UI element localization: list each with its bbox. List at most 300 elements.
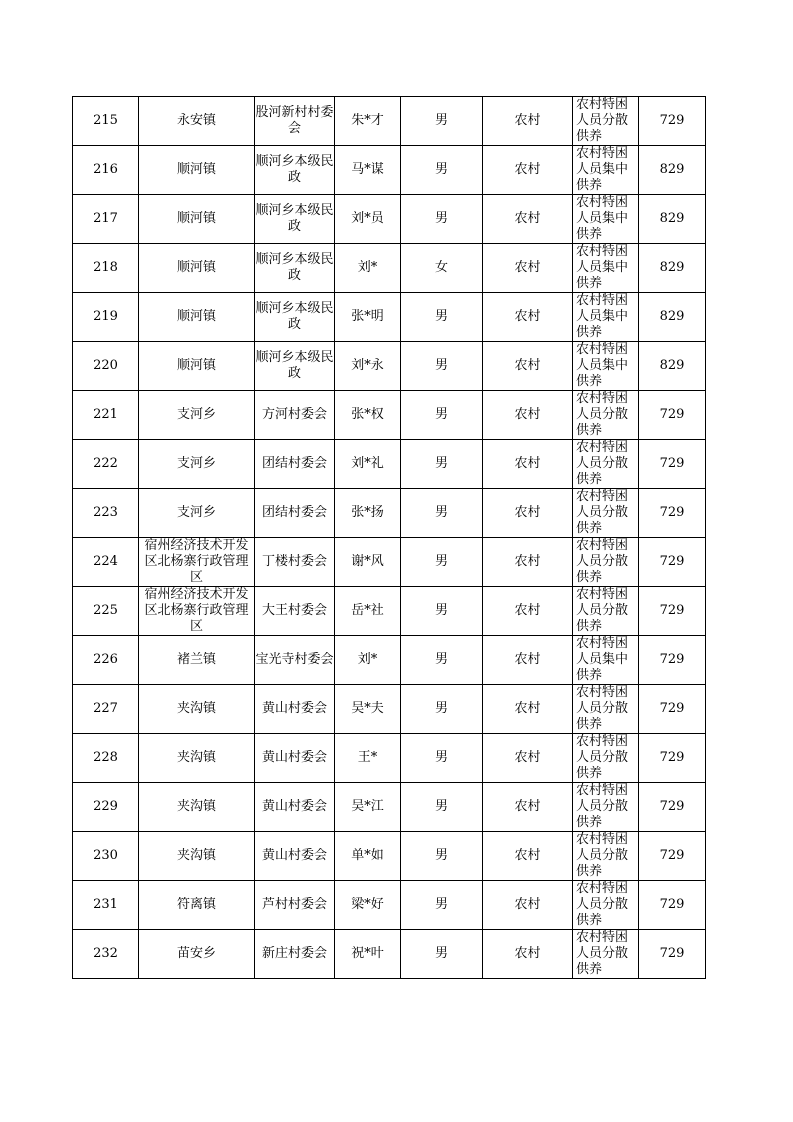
serial-number-cell-text: 220 xyxy=(93,358,118,373)
serial-number-cell-text: 226 xyxy=(93,652,118,667)
village-committee-cell-text: 宝光寺村委会 xyxy=(255,652,334,667)
village-committee-cell xyxy=(255,244,335,293)
amount-cell-text: 729 xyxy=(659,113,685,128)
town-cell xyxy=(139,881,255,930)
area-cell xyxy=(483,440,573,489)
amount-cell-text: 829 xyxy=(659,260,685,275)
village-committee-cell-text: 顺河乡本级民政 xyxy=(255,203,334,234)
gender-cell-text: 男 xyxy=(434,505,448,520)
gender-cell-text: 男 xyxy=(434,701,448,716)
support-type-cell xyxy=(573,244,639,293)
person-name-cell-text: 刘*员 xyxy=(351,211,384,226)
village-committee-cell xyxy=(255,342,335,391)
village-committee-cell-text: 黄山村委会 xyxy=(261,799,327,814)
gender-cell xyxy=(401,391,483,440)
gender-cell-text: 男 xyxy=(434,946,448,961)
village-committee-cell xyxy=(255,293,335,342)
support-type-cell-text: 农村特困人员集中供养 xyxy=(576,244,629,291)
amount-cell-text: 829 xyxy=(659,211,685,226)
person-name-cell-text: 张*明 xyxy=(351,309,384,324)
amount-cell-text: 729 xyxy=(659,407,685,422)
serial-number-cell-text: 223 xyxy=(93,505,118,520)
support-type-cell-text: 农村特困人员分散供养 xyxy=(576,391,629,438)
support-type-cell xyxy=(573,930,639,979)
gender-cell-text: 男 xyxy=(434,799,448,814)
support-type-cell-text: 农村特困人员集中供养 xyxy=(576,293,629,340)
person-name-cell-text: 张*扬 xyxy=(351,505,384,520)
gender-cell xyxy=(401,342,483,391)
town-cell xyxy=(139,391,255,440)
area-cell xyxy=(483,244,573,293)
person-name-cell xyxy=(335,342,401,391)
gender-cell-text: 男 xyxy=(434,162,448,177)
amount-cell-text: 729 xyxy=(659,897,685,912)
village-committee-cell-text: 黄山村委会 xyxy=(261,701,327,716)
village-committee-cell-text: 黄山村委会 xyxy=(261,750,327,765)
table-row xyxy=(73,881,706,930)
support-type-cell xyxy=(573,783,639,832)
support-type-cell xyxy=(573,342,639,391)
amount-cell xyxy=(639,538,706,587)
amount-cell xyxy=(639,930,706,979)
roster-body xyxy=(73,97,706,979)
village-committee-cell-text: 方河村委会 xyxy=(261,407,327,422)
support-type-cell-text: 农村特困人员分散供养 xyxy=(576,685,629,732)
amount-cell xyxy=(639,734,706,783)
town-cell-text: 苗安乡 xyxy=(176,946,216,961)
support-type-cell xyxy=(573,832,639,881)
amount-cell xyxy=(639,391,706,440)
area-cell xyxy=(483,97,573,146)
gender-cell-text: 男 xyxy=(434,211,448,226)
town-cell-text: 宿州经济技术开发区北杨寨行政管理区 xyxy=(144,587,249,634)
support-type-cell-text: 农村特困人员集中供养 xyxy=(576,195,629,242)
area-cell xyxy=(483,832,573,881)
person-name-cell xyxy=(335,636,401,685)
amount-cell xyxy=(639,832,706,881)
support-type-cell xyxy=(573,734,639,783)
amount-cell xyxy=(639,293,706,342)
person-name-cell xyxy=(335,489,401,538)
roster-table xyxy=(72,96,706,979)
support-type-cell-text: 农村特困人员集中供养 xyxy=(576,146,629,193)
support-type-cell-text: 农村特困人员集中供养 xyxy=(576,342,629,389)
town-cell-text: 褚兰镇 xyxy=(176,652,216,667)
gender-cell xyxy=(401,636,483,685)
person-name-cell-text: 刘*礼 xyxy=(351,456,384,471)
area-cell xyxy=(483,538,573,587)
support-type-cell-text: 农村特困人员分散供养 xyxy=(576,97,629,144)
person-name-cell-text: 刘* xyxy=(357,652,378,667)
area-cell-text: 农村 xyxy=(514,260,541,275)
area-cell-text: 农村 xyxy=(514,407,541,422)
serial-number-cell-text: 225 xyxy=(93,603,118,618)
person-name-cell xyxy=(335,587,401,636)
village-committee-cell xyxy=(255,146,335,195)
amount-cell xyxy=(639,881,706,930)
support-type-cell xyxy=(573,440,639,489)
village-committee-cell xyxy=(255,881,335,930)
support-type-cell xyxy=(573,146,639,195)
serial-number-cell xyxy=(73,734,139,783)
gender-cell-text: 男 xyxy=(434,407,448,422)
town-cell-text: 顺河镇 xyxy=(176,309,216,324)
area-cell xyxy=(483,587,573,636)
amount-cell-text: 829 xyxy=(659,309,685,324)
support-type-cell xyxy=(573,293,639,342)
town-cell xyxy=(139,832,255,881)
area-cell-text: 农村 xyxy=(514,505,541,520)
gender-cell-text: 男 xyxy=(434,848,448,863)
town-cell-text: 符离镇 xyxy=(176,897,216,912)
gender-cell xyxy=(401,440,483,489)
town-cell xyxy=(139,538,255,587)
gender-cell xyxy=(401,685,483,734)
support-type-cell-text: 农村特困人员分散供养 xyxy=(576,881,629,928)
area-cell-text: 农村 xyxy=(514,211,541,226)
person-name-cell xyxy=(335,244,401,293)
area-cell xyxy=(483,881,573,930)
town-cell xyxy=(139,97,255,146)
table-row xyxy=(73,783,706,832)
support-type-cell xyxy=(573,97,639,146)
support-type-cell-text: 农村特困人员分散供养 xyxy=(576,832,629,879)
amount-cell-text: 729 xyxy=(659,750,685,765)
serial-number-cell-text: 217 xyxy=(93,211,118,226)
support-type-cell xyxy=(573,195,639,244)
village-committee-cell-text: 芦村村委会 xyxy=(261,897,327,912)
village-committee-cell-text: 顺河乡本级民政 xyxy=(255,301,334,332)
town-cell xyxy=(139,293,255,342)
area-cell-text: 农村 xyxy=(514,701,541,716)
area-cell xyxy=(483,734,573,783)
table-row xyxy=(73,685,706,734)
amount-cell-text: 729 xyxy=(659,456,685,471)
serial-number-cell xyxy=(73,881,139,930)
serial-number-cell-text: 227 xyxy=(93,701,118,716)
person-name-cell-text: 刘* xyxy=(357,260,378,275)
gender-cell-text: 男 xyxy=(434,358,448,373)
table-row xyxy=(73,636,706,685)
amount-cell-text: 729 xyxy=(659,946,685,961)
person-name-cell-text: 吴*夫 xyxy=(351,701,384,716)
town-cell xyxy=(139,930,255,979)
area-cell-text: 农村 xyxy=(514,554,541,569)
area-cell xyxy=(483,930,573,979)
town-cell xyxy=(139,685,255,734)
serial-number-cell-text: 221 xyxy=(93,407,118,422)
serial-number-cell xyxy=(73,195,139,244)
village-committee-cell-text: 黄山村委会 xyxy=(261,848,327,863)
gender-cell xyxy=(401,489,483,538)
person-name-cell xyxy=(335,146,401,195)
serial-number-cell-text: 215 xyxy=(93,113,118,128)
table-row xyxy=(73,97,706,146)
gender-cell xyxy=(401,146,483,195)
area-cell xyxy=(483,636,573,685)
support-type-cell-text: 农村特困人员集中供养 xyxy=(576,636,629,683)
town-cell xyxy=(139,342,255,391)
person-name-cell-text: 梁*好 xyxy=(351,897,384,912)
serial-number-cell xyxy=(73,685,139,734)
area-cell-text: 农村 xyxy=(514,162,541,177)
person-name-cell xyxy=(335,391,401,440)
village-committee-cell xyxy=(255,783,335,832)
amount-cell xyxy=(639,146,706,195)
town-cell xyxy=(139,636,255,685)
town-cell-text: 支河乡 xyxy=(176,407,216,422)
amount-cell-text: 829 xyxy=(659,162,685,177)
serial-number-cell xyxy=(73,930,139,979)
town-cell xyxy=(139,440,255,489)
person-name-cell-text: 祝*叶 xyxy=(351,946,384,961)
town-cell xyxy=(139,146,255,195)
amount-cell xyxy=(639,783,706,832)
person-name-cell xyxy=(335,440,401,489)
village-committee-cell xyxy=(255,734,335,783)
person-name-cell-text: 张*权 xyxy=(351,407,384,422)
person-name-cell-text: 马*谋 xyxy=(351,162,384,177)
table-row xyxy=(73,195,706,244)
person-name-cell xyxy=(335,881,401,930)
area-cell xyxy=(483,146,573,195)
gender-cell-text: 男 xyxy=(434,897,448,912)
amount-cell-text: 729 xyxy=(659,701,685,716)
area-cell-text: 农村 xyxy=(514,750,541,765)
support-type-cell-text: 农村特困人员分散供养 xyxy=(576,489,629,536)
village-committee-cell xyxy=(255,489,335,538)
town-cell-text: 宿州经济技术开发区北杨寨行政管理区 xyxy=(144,538,249,585)
support-type-cell-text: 农村特困人员分散供养 xyxy=(576,538,629,585)
person-name-cell-text: 朱*才 xyxy=(351,113,384,128)
gender-cell-text: 女 xyxy=(434,260,448,275)
serial-number-cell xyxy=(73,146,139,195)
person-name-cell xyxy=(335,97,401,146)
area-cell xyxy=(483,783,573,832)
support-type-cell xyxy=(573,636,639,685)
village-committee-cell xyxy=(255,97,335,146)
village-committee-cell-text: 新庄村委会 xyxy=(261,946,327,961)
area-cell-text: 农村 xyxy=(514,652,541,667)
village-committee-cell-text: 顺河乡本级民政 xyxy=(255,154,334,185)
village-committee-cell xyxy=(255,391,335,440)
amount-cell xyxy=(639,587,706,636)
support-type-cell-text: 农村特困人员分散供养 xyxy=(576,587,629,634)
person-name-cell xyxy=(335,734,401,783)
person-name-cell xyxy=(335,538,401,587)
village-committee-cell-text: 大王村委会 xyxy=(261,603,327,618)
serial-number-cell xyxy=(73,587,139,636)
gender-cell-text: 男 xyxy=(434,554,448,569)
amount-cell-text: 729 xyxy=(659,848,685,863)
gender-cell xyxy=(401,832,483,881)
amount-cell-text: 729 xyxy=(659,799,685,814)
area-cell-text: 农村 xyxy=(514,897,541,912)
table-row xyxy=(73,146,706,195)
gender-cell-text: 男 xyxy=(434,652,448,667)
area-cell xyxy=(483,391,573,440)
support-type-cell xyxy=(573,587,639,636)
serial-number-cell xyxy=(73,832,139,881)
area-cell-text: 农村 xyxy=(514,848,541,863)
town-cell xyxy=(139,489,255,538)
table-row xyxy=(73,342,706,391)
town-cell xyxy=(139,195,255,244)
support-type-cell xyxy=(573,881,639,930)
person-name-cell xyxy=(335,293,401,342)
town-cell-text: 夹沟镇 xyxy=(176,848,216,863)
serial-number-cell-text: 230 xyxy=(93,848,118,863)
serial-number-cell-text: 229 xyxy=(93,799,118,814)
village-committee-cell-text: 顺河乡本级民政 xyxy=(255,350,334,381)
town-cell-text: 支河乡 xyxy=(176,456,216,471)
support-type-cell xyxy=(573,391,639,440)
village-committee-cell-text: 顺河乡本级民政 xyxy=(255,252,334,283)
serial-number-cell xyxy=(73,440,139,489)
person-name-cell-text: 刘*永 xyxy=(351,358,384,373)
village-committee-cell xyxy=(255,636,335,685)
person-name-cell-text: 岳*社 xyxy=(351,603,384,618)
serial-number-cell-text: 228 xyxy=(93,750,118,765)
village-committee-cell xyxy=(255,195,335,244)
village-committee-cell xyxy=(255,685,335,734)
table-row xyxy=(73,734,706,783)
gender-cell-text: 男 xyxy=(434,750,448,765)
village-committee-cell-text: 团结村委会 xyxy=(261,505,327,520)
serial-number-cell-text: 218 xyxy=(93,260,118,275)
serial-number-cell-text: 231 xyxy=(93,897,118,912)
town-cell-text: 支河乡 xyxy=(176,505,216,520)
person-name-cell-text: 王* xyxy=(357,750,378,765)
area-cell-text: 农村 xyxy=(514,799,541,814)
gender-cell xyxy=(401,97,483,146)
town-cell-text: 顺河镇 xyxy=(176,211,216,226)
gender-cell-text: 男 xyxy=(434,309,448,324)
table-row xyxy=(73,587,706,636)
amount-cell xyxy=(639,195,706,244)
serial-number-cell xyxy=(73,538,139,587)
table-row xyxy=(73,391,706,440)
area-cell-text: 农村 xyxy=(514,946,541,961)
gender-cell xyxy=(401,587,483,636)
village-committee-cell-text: 团结村委会 xyxy=(261,456,327,471)
village-committee-cell-text: 股河新村村委会 xyxy=(255,105,334,136)
serial-number-cell xyxy=(73,391,139,440)
town-cell xyxy=(139,783,255,832)
area-cell-text: 农村 xyxy=(514,358,541,373)
table-row xyxy=(73,293,706,342)
area-cell xyxy=(483,342,573,391)
area-cell xyxy=(483,293,573,342)
town-cell-text: 永安镇 xyxy=(176,113,216,128)
village-committee-cell xyxy=(255,538,335,587)
person-name-cell xyxy=(335,195,401,244)
gender-cell xyxy=(401,195,483,244)
support-type-cell-text: 农村特困人员分散供养 xyxy=(576,930,629,977)
area-cell xyxy=(483,489,573,538)
town-cell-text: 夹沟镇 xyxy=(176,799,216,814)
gender-cell xyxy=(401,734,483,783)
person-name-cell xyxy=(335,930,401,979)
village-committee-cell xyxy=(255,587,335,636)
area-cell xyxy=(483,685,573,734)
gender-cell xyxy=(401,293,483,342)
serial-number-cell-text: 232 xyxy=(93,946,118,961)
table-row xyxy=(73,832,706,881)
gender-cell xyxy=(401,930,483,979)
village-committee-cell xyxy=(255,832,335,881)
table-row xyxy=(73,930,706,979)
amount-cell xyxy=(639,489,706,538)
amount-cell xyxy=(639,97,706,146)
amount-cell-text: 829 xyxy=(659,358,685,373)
gender-cell xyxy=(401,244,483,293)
amount-cell-text: 729 xyxy=(659,554,685,569)
town-cell-text: 顺河镇 xyxy=(176,162,216,177)
amount-cell-text: 729 xyxy=(659,652,685,667)
table-row xyxy=(73,244,706,293)
support-type-cell xyxy=(573,489,639,538)
serial-number-cell xyxy=(73,293,139,342)
gender-cell xyxy=(401,538,483,587)
serial-number-cell xyxy=(73,783,139,832)
amount-cell-text: 729 xyxy=(659,603,685,618)
serial-number-cell xyxy=(73,636,139,685)
gender-cell-text: 男 xyxy=(434,113,448,128)
amount-cell-text: 729 xyxy=(659,505,685,520)
support-type-cell xyxy=(573,685,639,734)
area-cell-text: 农村 xyxy=(514,309,541,324)
village-committee-cell-text: 丁楼村委会 xyxy=(261,554,327,569)
table-row xyxy=(73,440,706,489)
serial-number-cell-text: 224 xyxy=(93,554,118,569)
town-cell-text: 夹沟镇 xyxy=(176,750,216,765)
serial-number-cell-text: 222 xyxy=(93,456,118,471)
area-cell xyxy=(483,195,573,244)
area-cell-text: 农村 xyxy=(514,456,541,471)
gender-cell-text: 男 xyxy=(434,603,448,618)
town-cell xyxy=(139,734,255,783)
gender-cell xyxy=(401,881,483,930)
serial-number-cell-text: 219 xyxy=(93,309,118,324)
support-type-cell-text: 农村特困人员分散供养 xyxy=(576,734,629,781)
serial-number-cell xyxy=(73,342,139,391)
support-type-cell xyxy=(573,538,639,587)
town-cell-text: 夹沟镇 xyxy=(176,701,216,716)
person-name-cell xyxy=(335,685,401,734)
gender-cell xyxy=(401,783,483,832)
village-committee-cell xyxy=(255,930,335,979)
amount-cell xyxy=(639,342,706,391)
town-cell-text: 顺河镇 xyxy=(176,260,216,275)
support-type-cell-text: 农村特困人员分散供养 xyxy=(576,440,629,487)
amount-cell xyxy=(639,440,706,489)
town-cell xyxy=(139,587,255,636)
serial-number-cell xyxy=(73,244,139,293)
amount-cell xyxy=(639,244,706,293)
area-cell-text: 农村 xyxy=(514,603,541,618)
serial-number-cell xyxy=(73,97,139,146)
amount-cell xyxy=(639,636,706,685)
person-name-cell-text: 吴*江 xyxy=(351,799,384,814)
town-cell-text: 顺河镇 xyxy=(176,358,216,373)
village-committee-cell xyxy=(255,440,335,489)
town-cell xyxy=(139,244,255,293)
area-cell-text: 农村 xyxy=(514,113,541,128)
amount-cell xyxy=(639,685,706,734)
table-row xyxy=(73,489,706,538)
person-name-cell-text: 谢*风 xyxy=(351,554,384,569)
